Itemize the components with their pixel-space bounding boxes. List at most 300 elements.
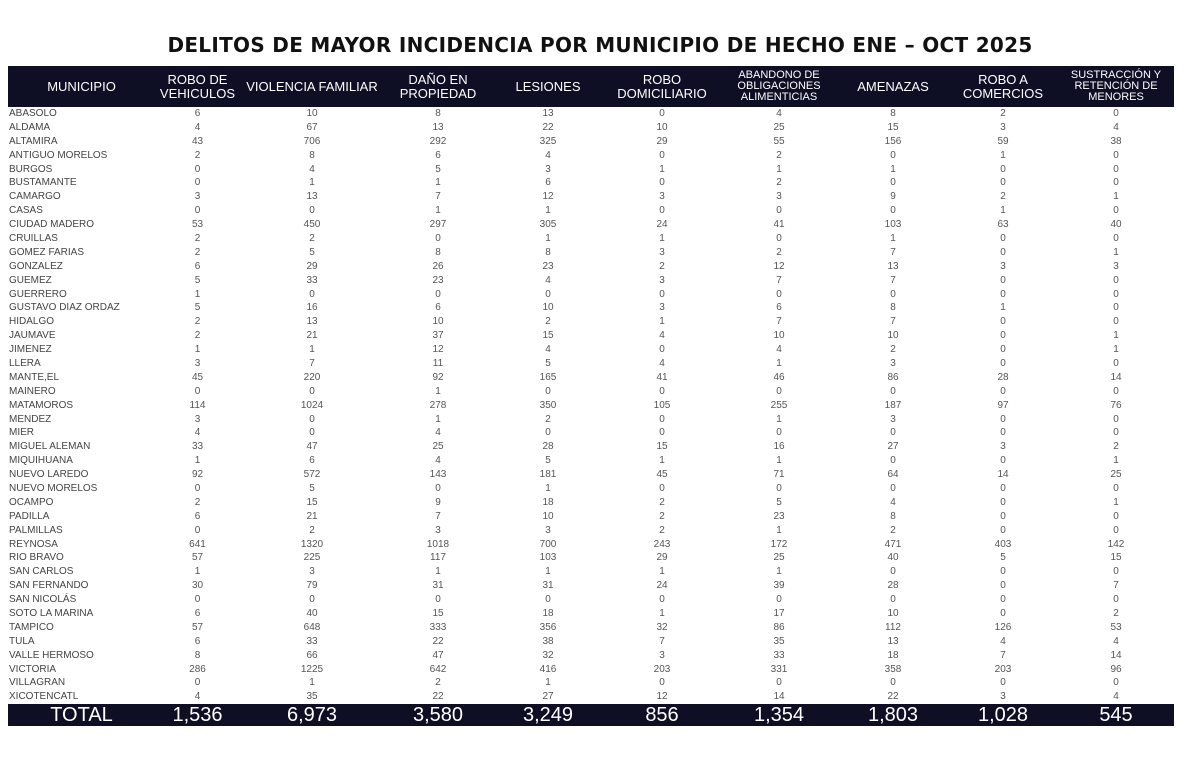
value-cell: 86 (887, 371, 899, 383)
value-cell: 71 (773, 469, 785, 481)
value-cell: 450 (303, 219, 321, 231)
value-cell: 5 (309, 246, 315, 258)
value-cell: 79 (306, 580, 318, 592)
value-cell: 0 (1113, 177, 1119, 189)
value-cell: 10 (542, 302, 554, 314)
value-cell: 358 (884, 663, 902, 675)
value-cell: 0 (1113, 316, 1119, 328)
table-row (8, 635, 1174, 649)
value-cell: 1 (1000, 205, 1006, 217)
value-cell: 0 (659, 427, 665, 439)
municipio-cell: BUSTAMANTE (9, 177, 77, 189)
value-cell: 41 (773, 219, 785, 231)
value-cell: 4 (1113, 691, 1119, 703)
value-cell: 305 (539, 219, 557, 231)
value-cell: 1 (309, 344, 315, 356)
municipio-cell: RIO BRAVO (9, 552, 64, 564)
value-cell: 2 (545, 413, 551, 425)
value-cell: 172 (770, 538, 788, 550)
value-cell: 1 (309, 177, 315, 189)
value-cell: 13 (887, 260, 899, 272)
table-row (8, 204, 1174, 218)
col-header-abandono-obligaciones: ABANDONO DE OBLIGACIONES ALIMENTICIAS (720, 66, 838, 107)
value-cell: 3 (194, 357, 201, 369)
table-row (8, 399, 1174, 413)
value-cell: 1 (659, 316, 665, 328)
value-cell: 3 (545, 524, 551, 536)
table-row (8, 579, 1174, 593)
municipio-cell: MANTE,EL (9, 371, 60, 383)
value-cell: 3 (545, 163, 551, 175)
value-cell: 13 (306, 316, 318, 328)
value-cell: 0 (1113, 107, 1119, 119)
value-cell: 1 (435, 177, 441, 189)
value-cell: 2 (659, 496, 665, 508)
value-cell: 4 (776, 107, 782, 119)
municipio-cell: NUEVO LAREDO (9, 469, 89, 481)
municipio-cell: CRUILLAS (9, 232, 58, 244)
value-cell: 47 (306, 441, 318, 453)
value-cell: 14 (1110, 649, 1122, 661)
value-cell: 5 (545, 455, 551, 467)
value-cell: 8 (194, 649, 201, 661)
table-row (8, 426, 1174, 440)
value-cell: 66 (306, 649, 318, 661)
col-header-amenazas: AMENAZAS (838, 66, 948, 107)
value-cell: 7 (1113, 580, 1119, 592)
value-cell: 2 (435, 677, 441, 689)
value-cell: 46 (773, 371, 785, 383)
value-cell: 0 (194, 163, 201, 175)
value-cell: 22 (432, 635, 444, 647)
value-cell: 31 (542, 580, 554, 592)
value-cell: 0 (1000, 510, 1006, 522)
value-cell: 2 (194, 232, 201, 244)
report-title: DELITOS DE MAYOR INCIDENCIA POR MUNICIPIO DE HECHO ENE – OCT 2025 (167, 33, 1033, 57)
value-cell: 97 (997, 399, 1009, 411)
value-cell: 2 (309, 232, 315, 244)
value-cell: 278 (429, 399, 447, 411)
value-cell: 143 (429, 469, 447, 481)
value-cell: 2 (194, 330, 201, 342)
value-cell: 1 (435, 413, 441, 425)
table-row (8, 440, 1174, 454)
value-cell: 3 (890, 357, 896, 369)
value-cell: 0 (1000, 163, 1006, 175)
value-cell: 0 (659, 413, 665, 425)
value-cell: 13 (306, 191, 318, 203)
value-cell: 10 (306, 107, 318, 119)
value-cell: 1024 (300, 399, 324, 411)
value-cell: 17 (773, 608, 785, 619)
value-cell: 22 (432, 691, 444, 703)
value-cell: 0 (776, 205, 782, 217)
value-cell: 1 (194, 455, 201, 467)
value-cell: 0 (194, 594, 201, 606)
value-cell: 0 (1113, 149, 1119, 161)
value-cell: 0 (890, 385, 896, 397)
value-cell: 0 (1113, 524, 1119, 536)
value-cell: 2 (309, 524, 315, 536)
value-cell: 1 (659, 566, 665, 578)
table-row (8, 690, 1174, 704)
value-cell: 1 (545, 566, 551, 578)
value-cell: 0 (776, 594, 782, 606)
value-cell: 10 (887, 330, 899, 342)
value-cell: 12 (432, 344, 444, 356)
table-row (8, 454, 1174, 468)
total-cell: 1,803 (838, 704, 948, 726)
value-cell: 181 (539, 469, 557, 481)
value-cell: 4 (309, 163, 315, 175)
value-cell: 22 (887, 691, 899, 703)
value-cell: 2 (776, 177, 782, 189)
table-row (8, 607, 1174, 621)
value-cell: 6 (194, 635, 201, 647)
value-cell: 203 (994, 663, 1012, 675)
value-cell: 43 (191, 135, 204, 147)
value-cell: 0 (1000, 482, 1006, 494)
value-cell: 2 (1113, 608, 1119, 619)
value-cell: 156 (884, 135, 902, 147)
value-cell: 25 (773, 552, 785, 564)
value-cell: 33 (773, 649, 785, 661)
value-cell: 0 (890, 677, 896, 689)
total-cell: 6,973 (240, 704, 384, 726)
total-cell: 1,536 (155, 704, 240, 726)
value-cell: 0 (776, 288, 782, 300)
value-cell: 3 (194, 191, 201, 203)
municipio-cell: JIMENEZ (9, 344, 52, 356)
value-cell: 0 (1113, 205, 1119, 217)
value-cell: 3 (194, 413, 201, 425)
value-cell: 4 (194, 427, 201, 439)
value-cell: 23 (773, 510, 785, 522)
value-cell: 8 (309, 149, 315, 161)
value-cell: 1 (659, 608, 665, 619)
value-cell: 3 (659, 246, 665, 258)
value-cell: 8 (435, 107, 441, 119)
table-row (8, 357, 1174, 371)
total-cell: 1,354 (720, 704, 838, 726)
value-cell: 2 (1113, 441, 1119, 453)
value-cell: 0 (890, 594, 896, 606)
municipio-cell: MIER (9, 427, 34, 439)
value-cell: 0 (890, 149, 896, 161)
value-cell: 1 (1113, 191, 1119, 203)
value-cell: 1 (194, 344, 201, 356)
value-cell: 0 (1000, 246, 1006, 258)
municipio-cell: MENDEZ (9, 413, 52, 425)
value-cell: 2 (545, 316, 551, 328)
table-row (8, 260, 1174, 274)
value-cell: 105 (653, 399, 671, 411)
table-row (8, 649, 1174, 663)
value-cell: 1 (776, 413, 782, 425)
value-cell: 1 (1113, 455, 1119, 467)
value-cell: 0 (194, 385, 201, 397)
value-cell: 1 (776, 566, 782, 578)
value-cell: 3 (890, 413, 896, 425)
value-cell: 25 (773, 121, 785, 133)
value-cell: 0 (659, 594, 665, 606)
value-cell: 1 (435, 385, 441, 397)
value-cell: 0 (309, 205, 315, 217)
value-cell: 29 (656, 135, 668, 147)
value-cell: 23 (542, 260, 554, 272)
value-cell: 18 (542, 608, 554, 619)
value-cell: 10 (542, 510, 554, 522)
table-row (8, 149, 1174, 163)
municipio-cell: ALTAMIRA (9, 135, 58, 147)
value-cell: 6 (545, 177, 551, 189)
value-cell: 0 (890, 177, 896, 189)
value-cell: 15 (432, 608, 444, 619)
value-cell: 0 (1000, 385, 1006, 397)
col-header-robo-comercios: ROBO A COMERCIOS (948, 66, 1058, 107)
value-cell: 15 (887, 121, 899, 133)
value-cell: 14 (1110, 371, 1122, 383)
value-cell: 25 (1110, 469, 1122, 481)
col-header-robo-domiciliario: ROBO DOMICILIARIO (604, 66, 720, 107)
value-cell: 38 (542, 635, 554, 647)
table-row (8, 343, 1174, 357)
value-cell: 0 (776, 677, 782, 689)
value-cell: 27 (887, 441, 899, 453)
value-cell: 32 (656, 621, 668, 633)
table-row (8, 524, 1174, 538)
table-body (8, 107, 1174, 726)
value-cell: 53 (1110, 621, 1122, 633)
table-row (8, 385, 1174, 399)
value-cell: 2 (1000, 107, 1006, 119)
value-cell: 6 (194, 260, 201, 272)
value-cell: 22 (542, 121, 554, 133)
header-row (8, 66, 1174, 107)
value-cell: 0 (1113, 385, 1119, 397)
value-cell: 14 (997, 469, 1009, 481)
table-row (8, 315, 1174, 329)
value-cell: 572 (303, 469, 321, 481)
value-cell: 8 (890, 510, 896, 522)
value-cell: 0 (1113, 163, 1119, 175)
value-cell: 8 (435, 246, 441, 258)
col-header-robo-vehiculos: ROBO DE VEHICULOS (155, 66, 240, 107)
value-cell: 0 (890, 566, 896, 578)
table-row (8, 107, 1174, 121)
value-cell: 4 (545, 274, 551, 286)
value-cell: 0 (309, 594, 315, 606)
value-cell: 0 (659, 482, 665, 494)
value-cell: 10 (887, 608, 899, 619)
value-cell: 76 (1110, 399, 1122, 411)
value-cell: 31 (432, 580, 444, 592)
total-label: TOTAL (8, 704, 155, 726)
value-cell: 92 (191, 469, 204, 481)
value-cell: 103 (539, 552, 557, 564)
value-cell: 1 (659, 232, 665, 244)
value-cell: 403 (994, 538, 1012, 550)
value-cell: 0 (1113, 427, 1119, 439)
value-cell: 642 (429, 663, 447, 675)
value-cell: 0 (309, 385, 315, 397)
value-cell: 6 (309, 455, 315, 467)
municipio-cell: MIQUIHUANA (9, 455, 73, 467)
municipio-cell: VILLAGRAN (9, 677, 66, 689)
table-row (8, 468, 1174, 482)
col-header-municipio: MUNICIPIO (8, 66, 155, 107)
value-cell: 63 (997, 219, 1009, 231)
col-header-lesiones: LESIONES (492, 66, 604, 107)
municipio-cell: SAN NICOLÁS (9, 594, 77, 606)
value-cell: 64 (887, 469, 899, 481)
value-cell: 0 (1000, 344, 1006, 356)
table-row (8, 552, 1174, 566)
value-cell: 5 (1000, 552, 1006, 564)
municipio-cell: JAUMAVE (9, 330, 56, 342)
value-cell: 7 (1000, 649, 1006, 661)
value-cell: 9 (435, 496, 441, 508)
value-cell: 7 (435, 191, 441, 203)
value-cell: 0 (659, 107, 665, 119)
value-cell: 255 (770, 399, 788, 411)
total-cell: 3,580 (384, 704, 492, 726)
value-cell: 30 (191, 580, 204, 592)
value-cell: 142 (1107, 538, 1125, 550)
value-cell: 23 (432, 274, 444, 286)
value-cell: 7 (659, 635, 665, 647)
value-cell: 37 (432, 330, 444, 342)
municipio-cell: SAN FERNANDO (9, 580, 89, 592)
value-cell: 0 (1000, 232, 1006, 244)
value-cell: 35 (773, 635, 785, 647)
municipio-cell: CIUDAD MADERO (9, 219, 95, 231)
value-cell: 35 (306, 691, 318, 703)
total-cell: 545 (1058, 704, 1174, 726)
value-cell: 4 (1000, 635, 1006, 647)
value-cell: 5 (545, 357, 551, 369)
value-cell: 13 (432, 121, 444, 133)
value-cell: 1 (435, 205, 441, 217)
value-cell: 0 (1113, 274, 1119, 286)
table-row (8, 621, 1174, 635)
value-cell: 0 (435, 232, 441, 244)
value-cell: 0 (1000, 357, 1006, 369)
value-cell: 2 (1000, 191, 1006, 203)
value-cell: 1018 (426, 538, 450, 550)
value-cell: 0 (309, 413, 315, 425)
value-cell: 0 (1000, 455, 1006, 467)
value-cell: 0 (890, 205, 896, 217)
value-cell: 7 (890, 246, 896, 258)
municipio-cell: CAMARGO (9, 191, 61, 203)
value-cell: 41 (656, 371, 668, 383)
value-cell: 0 (776, 482, 782, 494)
value-cell: 28 (887, 580, 899, 592)
value-cell: 0 (545, 427, 551, 439)
municipio-cell: REYNOSA (9, 538, 58, 550)
value-cell: 3 (1000, 441, 1006, 453)
value-cell: 27 (542, 691, 554, 703)
table-row (8, 301, 1174, 315)
value-cell: 47 (432, 649, 444, 661)
value-cell: 7 (776, 316, 782, 328)
value-cell: 11 (432, 357, 444, 369)
value-cell: 4 (890, 496, 896, 508)
value-cell: 333 (429, 621, 447, 633)
value-cell: 3 (1000, 691, 1006, 703)
value-cell: 1 (545, 677, 551, 689)
value-cell: 331 (770, 663, 788, 675)
value-cell: 57 (191, 621, 204, 633)
municipio-cell: CASAS (9, 205, 43, 217)
value-cell: 4 (545, 344, 551, 356)
value-cell: 33 (306, 635, 318, 647)
value-cell: 0 (1113, 566, 1119, 578)
table-row (8, 413, 1174, 427)
value-cell: 0 (890, 427, 896, 439)
value-cell: 165 (539, 371, 557, 383)
value-cell: 0 (545, 288, 551, 300)
value-cell: 0 (435, 482, 441, 494)
table-row (8, 288, 1174, 302)
value-cell: 203 (653, 663, 671, 675)
value-cell: 0 (1113, 302, 1119, 314)
value-cell: 0 (1000, 274, 1006, 286)
value-cell: 33 (191, 441, 204, 453)
value-cell: 0 (194, 677, 201, 689)
municipio-cell: PALMILLAS (9, 524, 63, 536)
value-cell: 5 (435, 163, 441, 175)
value-cell: 9 (890, 191, 896, 203)
value-cell: 4 (1113, 121, 1119, 133)
value-cell: 8 (545, 246, 551, 258)
value-cell: 12 (542, 191, 554, 203)
value-cell: 86 (773, 621, 785, 633)
value-cell: 38 (1110, 135, 1122, 147)
value-cell: 297 (429, 219, 447, 231)
value-cell: 4 (545, 149, 551, 161)
value-cell: 243 (653, 538, 671, 550)
value-cell: 13 (542, 107, 554, 119)
value-cell: 13 (887, 635, 899, 647)
value-cell: 0 (659, 385, 665, 397)
value-cell: 4 (194, 691, 201, 703)
value-cell: 3 (659, 302, 665, 314)
value-cell: 3 (1000, 260, 1006, 272)
value-cell: 0 (776, 385, 782, 397)
value-cell: 1 (1113, 246, 1119, 258)
value-cell: 6 (194, 608, 201, 619)
value-cell: 0 (890, 455, 896, 467)
municipio-cell: ABASOLO (9, 107, 57, 119)
value-cell: 1 (545, 232, 551, 244)
municipio-cell: TAMPICO (9, 621, 54, 633)
value-cell: 7 (309, 357, 315, 369)
value-cell: 7 (435, 510, 441, 522)
value-cell: 2 (890, 344, 896, 356)
value-cell: 0 (1113, 288, 1119, 300)
value-cell: 5 (776, 496, 782, 508)
value-cell: 1320 (300, 538, 324, 550)
table-row (8, 176, 1174, 190)
value-cell: 2 (776, 246, 782, 258)
value-cell: 40 (306, 608, 318, 619)
value-cell: 1 (1000, 149, 1006, 161)
municipio-cell: VICTORIA (9, 663, 57, 675)
value-cell: 18 (542, 496, 554, 508)
value-cell: 59 (997, 135, 1009, 147)
